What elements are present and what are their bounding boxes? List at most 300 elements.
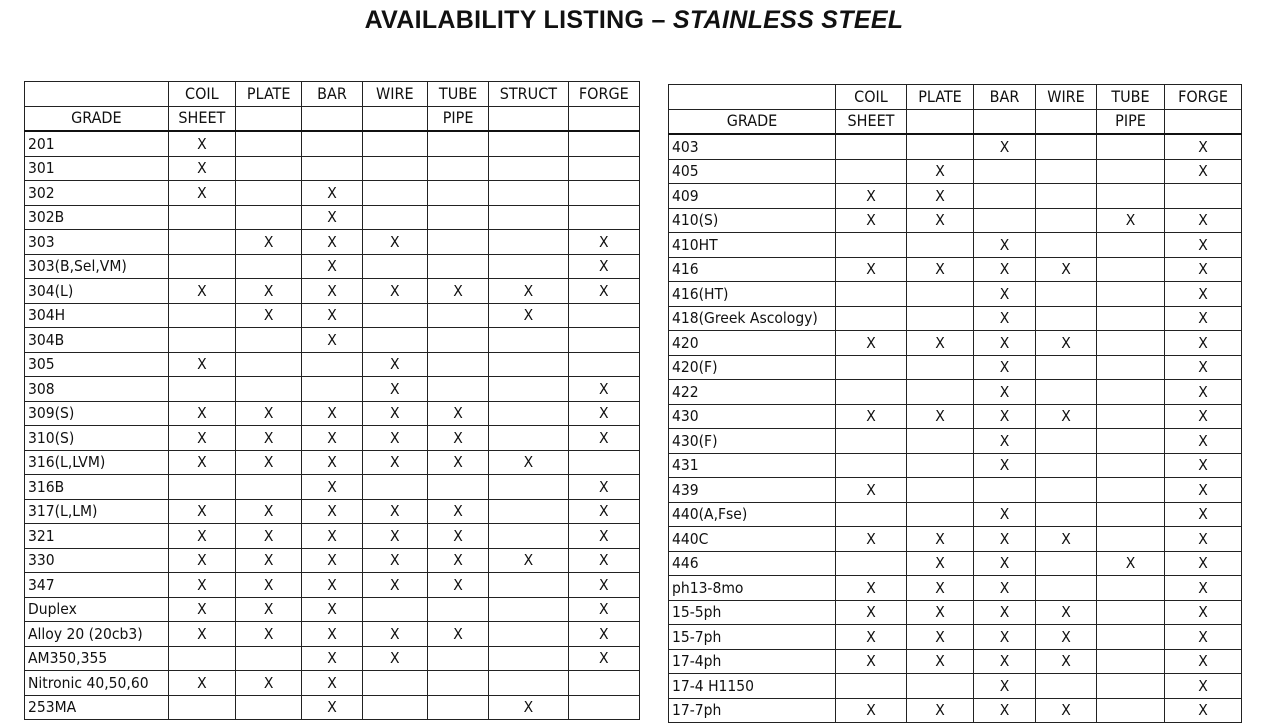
availability-cell	[489, 131, 568, 156]
availability-cell	[836, 380, 907, 405]
availability-cell: X	[362, 230, 427, 255]
grade-cell: 303(B,Sel,VM)	[25, 254, 169, 279]
availability-cell	[568, 181, 639, 206]
availability-cell	[489, 597, 568, 622]
availability-cell	[1097, 674, 1165, 699]
availability-cell: X	[1165, 257, 1242, 282]
availability-cell: X	[1165, 649, 1242, 674]
availability-cell: X	[568, 573, 639, 598]
availability-cell: X	[362, 426, 427, 451]
grade-cell: 405	[669, 159, 836, 184]
availability-cell	[907, 355, 974, 380]
availability-cell: X	[236, 401, 302, 426]
title-main: AVAILABILITY LISTING –	[364, 6, 666, 34]
availability-cell	[974, 208, 1036, 233]
column-header: WIRE	[362, 82, 427, 107]
availability-cell: X	[362, 450, 427, 475]
column-header: BAR	[302, 82, 362, 107]
grade-cell: 418(Greek Ascology)	[669, 306, 836, 331]
left-table-body	[25, 82, 640, 720]
subheader-row	[25, 106, 640, 131]
availability-cell: X	[1165, 674, 1242, 699]
grade-cell: 305	[25, 352, 169, 377]
availability-cell	[1097, 404, 1165, 429]
availability-cell: X	[907, 649, 974, 674]
availability-cell: X	[236, 230, 302, 255]
availability-cell	[427, 597, 488, 622]
availability-cell	[1036, 208, 1097, 233]
table-row	[669, 208, 1242, 233]
grade-cell: 420	[669, 331, 836, 356]
availability-cell: X	[427, 426, 488, 451]
availability-cell: X	[1165, 306, 1242, 331]
availability-cell	[1036, 478, 1097, 503]
availability-cell	[907, 674, 974, 699]
column-header	[362, 106, 427, 131]
table-row	[25, 646, 640, 671]
availability-cell: X	[302, 573, 362, 598]
grade-cell: 422	[669, 380, 836, 405]
availability-cell: X	[836, 404, 907, 429]
table-row	[669, 649, 1242, 674]
grade-cell: 17-7ph	[669, 698, 836, 723]
availability-cell	[907, 233, 974, 258]
availability-cell: X	[427, 401, 488, 426]
availability-cell	[362, 254, 427, 279]
availability-cell	[1097, 527, 1165, 552]
table-row	[25, 230, 640, 255]
availability-cell	[427, 181, 488, 206]
grade-cell: 409	[669, 184, 836, 209]
availability-cell: X	[302, 401, 362, 426]
availability-cell	[168, 377, 235, 402]
column-header: GRADE	[25, 106, 169, 131]
table-row	[669, 331, 1242, 356]
availability-cell	[236, 695, 302, 720]
availability-cell: X	[236, 622, 302, 647]
availability-cell: X	[302, 597, 362, 622]
grade-cell: ph13-8mo	[669, 576, 836, 601]
availability-cell	[427, 352, 488, 377]
table-row	[669, 306, 1242, 331]
availability-cell	[836, 355, 907, 380]
availability-cell: X	[907, 625, 974, 650]
availability-cell	[836, 674, 907, 699]
availability-cell	[836, 233, 907, 258]
table-row	[25, 377, 640, 402]
availability-cell: X	[974, 576, 1036, 601]
grade-cell: 316B	[25, 475, 169, 500]
availability-cell: X	[168, 671, 235, 696]
availability-cell	[836, 429, 907, 454]
availability-cell: X	[362, 401, 427, 426]
availability-cell	[236, 254, 302, 279]
table-row	[669, 429, 1242, 454]
availability-cell: X	[907, 331, 974, 356]
table-row	[25, 254, 640, 279]
table-row	[25, 279, 640, 304]
availability-cell: X	[836, 698, 907, 723]
availability-cell	[362, 181, 427, 206]
grade-cell: 347	[25, 573, 169, 598]
availability-cell	[1036, 502, 1097, 527]
availability-cell: X	[302, 499, 362, 524]
table-row	[25, 181, 640, 206]
availability-cell: X	[236, 573, 302, 598]
availability-cell	[1097, 429, 1165, 454]
availability-cell: X	[974, 698, 1036, 723]
availability-cell	[489, 573, 568, 598]
availability-cell	[1036, 576, 1097, 601]
availability-cell: X	[489, 279, 568, 304]
table-row	[669, 184, 1242, 209]
table-row	[669, 698, 1242, 723]
availability-cell	[907, 478, 974, 503]
availability-cell: X	[907, 404, 974, 429]
availability-cell: X	[568, 499, 639, 524]
header-row	[25, 82, 640, 107]
availability-cell: X	[1165, 453, 1242, 478]
availability-cell	[489, 377, 568, 402]
grade-cell: 253MA	[25, 695, 169, 720]
grade-cell: Alloy 20 (20cb3)	[25, 622, 169, 647]
availability-cell	[1036, 306, 1097, 331]
table-row	[25, 499, 640, 524]
subheader-row	[669, 109, 1242, 134]
availability-cell	[489, 646, 568, 671]
availability-cell	[836, 282, 907, 307]
availability-cell	[1097, 134, 1165, 159]
availability-cell: X	[302, 695, 362, 720]
availability-cell	[427, 131, 488, 156]
column-header: SHEET	[168, 106, 235, 131]
availability-cell	[907, 502, 974, 527]
availability-cell: X	[907, 527, 974, 552]
availability-cell	[1097, 502, 1165, 527]
table-row	[669, 159, 1242, 184]
availability-cell	[907, 380, 974, 405]
availability-cell: X	[302, 671, 362, 696]
availability-cell: X	[427, 450, 488, 475]
availability-cell	[168, 254, 235, 279]
grade-cell: 321	[25, 524, 169, 549]
availability-cell: X	[974, 331, 1036, 356]
availability-cell	[489, 352, 568, 377]
availability-cell	[362, 328, 427, 353]
availability-cell: X	[836, 478, 907, 503]
availability-cell	[362, 671, 427, 696]
availability-cell: X	[302, 450, 362, 475]
availability-cell: X	[362, 352, 427, 377]
availability-cell: X	[362, 646, 427, 671]
availability-cell	[836, 502, 907, 527]
table-row	[25, 352, 640, 377]
left-availability-table	[24, 81, 640, 720]
availability-cell: X	[168, 279, 235, 304]
availability-cell: X	[907, 159, 974, 184]
availability-cell	[362, 475, 427, 500]
availability-cell: X	[1036, 404, 1097, 429]
availability-cell	[302, 352, 362, 377]
availability-cell	[568, 303, 639, 328]
table-row	[669, 527, 1242, 552]
availability-cell	[362, 695, 427, 720]
table-row	[669, 576, 1242, 601]
availability-cell: X	[1165, 282, 1242, 307]
availability-cell	[236, 328, 302, 353]
availability-cell: X	[489, 695, 568, 720]
grade-cell: 440(A,Fse)	[669, 502, 836, 527]
table-row	[669, 551, 1242, 576]
availability-cell: X	[836, 649, 907, 674]
availability-cell	[836, 453, 907, 478]
availability-cell	[568, 328, 639, 353]
availability-cell: X	[568, 548, 639, 573]
grade-cell: 446	[669, 551, 836, 576]
availability-cell: X	[1165, 551, 1242, 576]
table-row	[669, 674, 1242, 699]
availability-cell	[836, 306, 907, 331]
availability-cell: X	[1165, 233, 1242, 258]
availability-cell	[168, 695, 235, 720]
availability-cell	[236, 205, 302, 230]
grade-cell: 416	[669, 257, 836, 282]
availability-cell: X	[907, 576, 974, 601]
availability-cell	[1097, 625, 1165, 650]
grade-cell: 430(F)	[669, 429, 836, 454]
grade-cell: 330	[25, 548, 169, 573]
availability-cell	[489, 475, 568, 500]
availability-cell: X	[302, 548, 362, 573]
availability-cell	[427, 156, 488, 181]
availability-cell: X	[836, 331, 907, 356]
grade-cell: 304(L)	[25, 279, 169, 304]
availability-cell: X	[168, 181, 235, 206]
grade-cell: 420(F)	[669, 355, 836, 380]
availability-cell	[489, 205, 568, 230]
availability-cell: X	[974, 404, 1036, 429]
column-header: WIRE	[1036, 85, 1097, 110]
table-row	[25, 205, 640, 230]
availability-cell: X	[974, 134, 1036, 159]
availability-cell: X	[427, 499, 488, 524]
table-row	[25, 573, 640, 598]
table-row	[25, 695, 640, 720]
grade-cell: 403	[669, 134, 836, 159]
availability-cell: X	[1036, 600, 1097, 625]
availability-cell	[427, 328, 488, 353]
availability-cell	[168, 205, 235, 230]
availability-cell	[302, 156, 362, 181]
availability-cell	[489, 254, 568, 279]
availability-cell	[489, 230, 568, 255]
availability-cell: X	[907, 551, 974, 576]
table-row	[25, 303, 640, 328]
availability-cell: X	[1097, 208, 1165, 233]
availability-cell	[236, 377, 302, 402]
availability-cell	[489, 156, 568, 181]
availability-cell	[1097, 184, 1165, 209]
availability-cell: X	[168, 352, 235, 377]
availability-cell: X	[427, 548, 488, 573]
availability-cell: X	[974, 674, 1036, 699]
availability-cell: X	[489, 303, 568, 328]
availability-cell	[236, 646, 302, 671]
availability-cell: X	[302, 205, 362, 230]
availability-cell: X	[568, 622, 639, 647]
grade-cell: 17-4 H1150	[669, 674, 836, 699]
column-header: PIPE	[427, 106, 488, 131]
availability-cell	[427, 303, 488, 328]
availability-cell: X	[836, 208, 907, 233]
availability-cell: X	[907, 208, 974, 233]
column-header	[907, 109, 974, 134]
column-header: SHEET	[836, 109, 907, 134]
availability-cell	[427, 646, 488, 671]
availability-cell	[1036, 674, 1097, 699]
table-row	[25, 156, 640, 181]
table-row	[669, 257, 1242, 282]
availability-cell	[1036, 233, 1097, 258]
availability-cell	[362, 303, 427, 328]
availability-cell: X	[1165, 159, 1242, 184]
availability-cell	[427, 230, 488, 255]
availability-cell: X	[836, 184, 907, 209]
availability-cell	[236, 181, 302, 206]
availability-cell	[489, 524, 568, 549]
availability-cell: X	[907, 257, 974, 282]
availability-cell: X	[1165, 527, 1242, 552]
availability-cell: X	[302, 328, 362, 353]
availability-cell	[974, 159, 1036, 184]
grade-cell: 431	[669, 453, 836, 478]
availability-cell	[1097, 453, 1165, 478]
right-availability-table	[668, 84, 1242, 723]
availability-cell	[1036, 355, 1097, 380]
availability-cell: X	[974, 502, 1036, 527]
column-header	[489, 106, 568, 131]
availability-cell: X	[362, 499, 427, 524]
table-row	[669, 134, 1242, 159]
table-row	[669, 282, 1242, 307]
availability-cell: X	[236, 426, 302, 451]
availability-cell: X	[236, 499, 302, 524]
availability-cell	[1097, 233, 1165, 258]
availability-cell	[568, 205, 639, 230]
availability-cell: X	[974, 233, 1036, 258]
grade-cell: 17-4ph	[669, 649, 836, 674]
availability-cell	[1097, 282, 1165, 307]
availability-cell: X	[568, 377, 639, 402]
grade-cell: 440C	[669, 527, 836, 552]
availability-cell	[168, 475, 235, 500]
grade-cell: 304B	[25, 328, 169, 353]
availability-cell	[427, 377, 488, 402]
availability-cell: X	[1165, 134, 1242, 159]
availability-cell: X	[302, 254, 362, 279]
availability-cell	[1097, 380, 1165, 405]
availability-cell: X	[489, 548, 568, 573]
availability-cell: X	[568, 475, 639, 500]
grade-cell: 303	[25, 230, 169, 255]
availability-cell: X	[168, 131, 235, 156]
grade-cell: 308	[25, 377, 169, 402]
availability-cell	[568, 695, 639, 720]
availability-cell	[1036, 453, 1097, 478]
availability-cell	[1036, 429, 1097, 454]
availability-cell: X	[168, 499, 235, 524]
grade-cell: 302B	[25, 205, 169, 230]
availability-cell: X	[168, 156, 235, 181]
availability-cell: X	[1165, 404, 1242, 429]
availability-cell: X	[168, 450, 235, 475]
column-header: PLATE	[907, 85, 974, 110]
availability-cell	[907, 429, 974, 454]
availability-cell	[1165, 184, 1242, 209]
availability-cell	[489, 401, 568, 426]
column-header: PIPE	[1097, 109, 1165, 134]
availability-cell: X	[1165, 331, 1242, 356]
availability-cell: X	[974, 527, 1036, 552]
availability-cell: X	[568, 426, 639, 451]
availability-cell	[489, 671, 568, 696]
availability-cell: X	[568, 401, 639, 426]
availability-cell: X	[974, 625, 1036, 650]
table-row	[669, 355, 1242, 380]
availability-cell: X	[974, 453, 1036, 478]
availability-cell	[568, 671, 639, 696]
table-row	[25, 671, 640, 696]
header-row	[669, 85, 1242, 110]
availability-cell	[1036, 184, 1097, 209]
grade-cell: 317(L,LM)	[25, 499, 169, 524]
availability-cell: X	[1165, 576, 1242, 601]
column-header: GRADE	[669, 109, 836, 134]
availability-cell: X	[1097, 551, 1165, 576]
availability-cell	[1097, 576, 1165, 601]
availability-cell: X	[836, 527, 907, 552]
column-header: BAR	[974, 85, 1036, 110]
availability-cell: X	[362, 279, 427, 304]
availability-cell	[1097, 698, 1165, 723]
availability-cell	[236, 156, 302, 181]
grade-cell: 410(S)	[669, 208, 836, 233]
availability-cell	[168, 230, 235, 255]
availability-cell	[1036, 551, 1097, 576]
availability-cell	[489, 426, 568, 451]
availability-cell: X	[236, 450, 302, 475]
table-row	[669, 404, 1242, 429]
availability-cell: X	[302, 426, 362, 451]
availability-cell: X	[302, 230, 362, 255]
availability-cell: X	[974, 306, 1036, 331]
availability-cell: X	[974, 600, 1036, 625]
availability-cell: X	[836, 576, 907, 601]
column-header	[568, 106, 639, 131]
availability-cell: X	[168, 401, 235, 426]
availability-cell: X	[1165, 478, 1242, 503]
availability-cell	[427, 205, 488, 230]
column-header	[669, 85, 836, 110]
availability-cell: X	[1165, 698, 1242, 723]
availability-cell: X	[302, 524, 362, 549]
availability-cell: X	[836, 600, 907, 625]
availability-cell	[1097, 478, 1165, 503]
grade-cell: 310(S)	[25, 426, 169, 451]
availability-cell: X	[168, 524, 235, 549]
availability-cell	[974, 184, 1036, 209]
column-header	[25, 82, 169, 107]
